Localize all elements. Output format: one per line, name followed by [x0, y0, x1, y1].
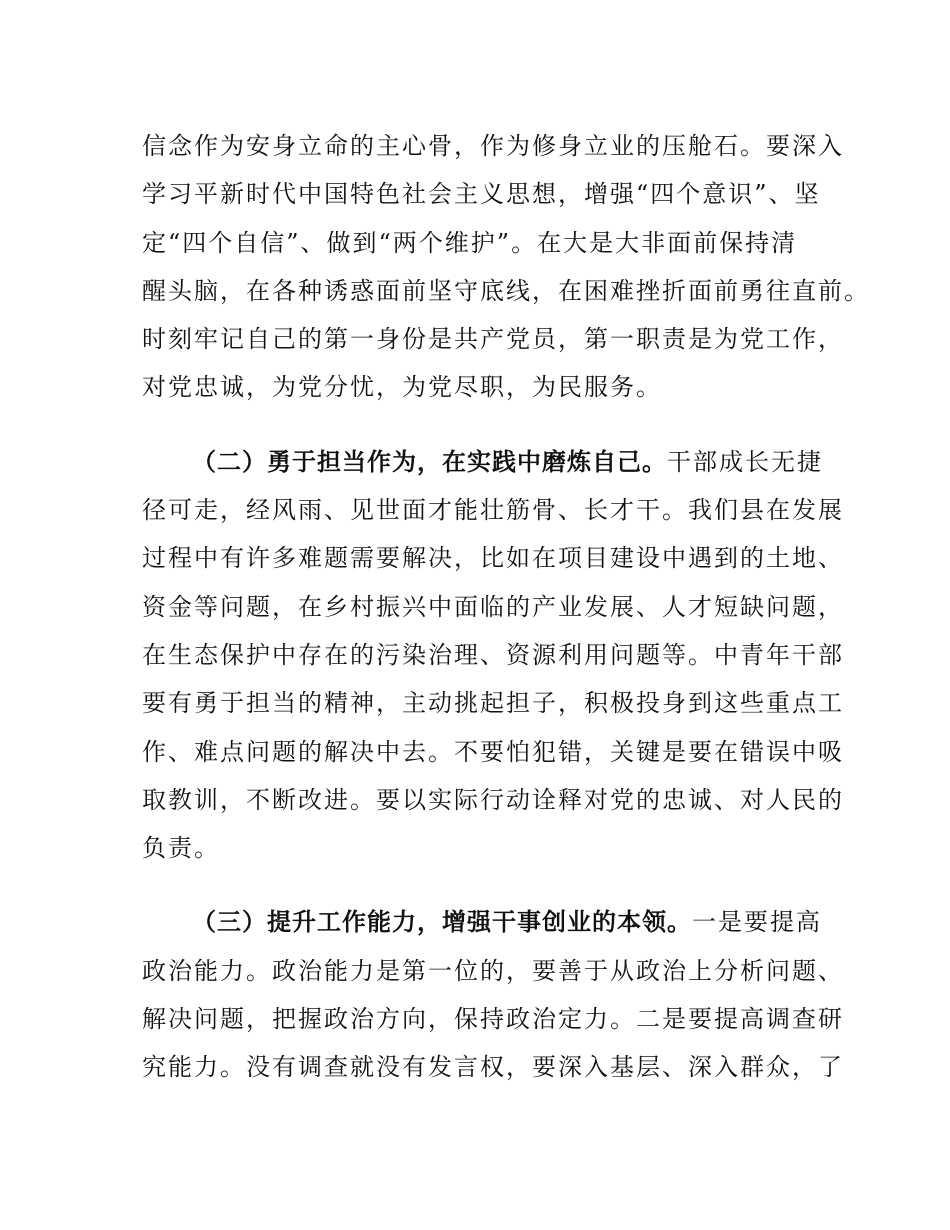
- section-heading-3: （三）提升工作能力，增强干事创业的本领。: [192, 908, 692, 937]
- paragraph-gap: [142, 412, 812, 438]
- text-line: 醒头脑，在各种诱惑面前坚守底线，在困难挫折面前勇往直前。: [142, 276, 870, 305]
- text-line: 对党忠诚，为党分忧，为党尽职，为民服务。: [142, 373, 662, 402]
- text-line: 径可走，经风雨、见世面才能壮筋骨、长才干。我们县在发展: [142, 496, 844, 525]
- paragraph-gap: [142, 872, 812, 898]
- text-span: 一是要提高: [692, 908, 822, 937]
- text-line: 信念作为安身立命的主心骨，作为修身立业的压舱石。要深入: [142, 132, 844, 160]
- text-line: 究能力。没有调查就没有发言权，要深入基层、深入群众，了: [142, 1053, 844, 1082]
- paragraph-3: [142, 898, 844, 1091]
- text-line: 学习平新时代中国特色社会主义思想，增强“四个意识”、坚: [142, 180, 821, 209]
- paragraph-1: [142, 122, 870, 412]
- text-line: 负责。: [142, 834, 220, 863]
- text-line: 定“四个自信”、做到“两个维护”。在大是大非面前保持清: [142, 228, 798, 257]
- text-line: 取教训，不断改进。要以实际行动诠释对党的忠诚、对人民的: [142, 785, 844, 814]
- text-line: 过程中有许多难题需要解决，比如在项目建设中遇到的土地、: [142, 544, 844, 573]
- paragraph-2: [142, 438, 844, 873]
- text-line: 作、难点问题的解决中去。不要怕犯错，关键是要在错误中吸: [142, 737, 844, 766]
- paragraph-2-first-line: [142, 438, 823, 486]
- document-body: [142, 122, 870, 1092]
- text-line: 在生态保护中存在的污染治理、资源利用问题等。中青年干部: [142, 640, 844, 669]
- text-span: 干部成长无捷: [667, 447, 823, 476]
- text-line: 资金等问题，在乡村振兴中面临的产业发展、人才短缺问题，: [142, 592, 844, 621]
- section-heading-2: （二）勇于担当作为，在实践中磨炼自己。: [192, 447, 667, 476]
- paragraph-3-first-line: [142, 898, 822, 946]
- text-line: 解决问题，把握政治方向，保持政治定力。二是要提高调查研: [142, 1005, 844, 1034]
- text-line: 要有勇于担当的精神，主动挑起担子，积极投身到这些重点工: [142, 689, 844, 718]
- text-line: 政治能力。政治能力是第一位的，要善于从政治上分析问题、: [142, 956, 844, 985]
- text-line: 时刻牢记自己的第一身份是共产党员，第一职责是为党工作，: [142, 325, 844, 354]
